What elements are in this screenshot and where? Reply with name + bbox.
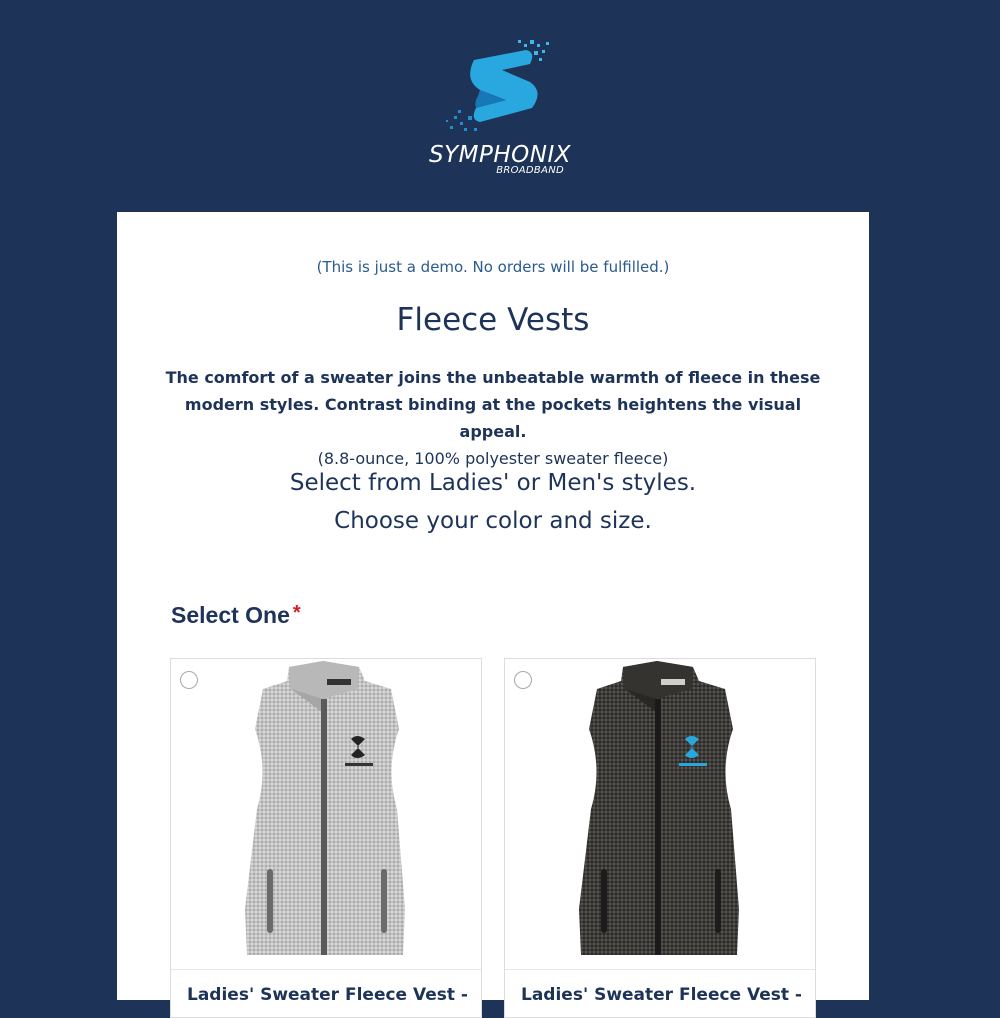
form-card xyxy=(117,212,869,1005)
logo-mark-icon xyxy=(444,36,556,136)
brand-subtitle: BROADBAND xyxy=(496,165,564,176)
option-caption: Ladies' Sweater Fleece Vest - xyxy=(521,985,802,1005)
option-radio[interactable] xyxy=(180,671,198,689)
description-text: The comfort of a sweater joins the unbeatable warmth of fleece in these modern styles. Contrast binding at the pockets heightens the visual appeal. xyxy=(165,368,821,441)
required-marker: * xyxy=(292,602,301,624)
page-header xyxy=(0,0,1000,212)
select-one-label xyxy=(171,602,301,629)
material-note: (8.8-ounce, 100% polyester sweater fleece) xyxy=(317,449,669,468)
instruction-line-1: Select from Ladies' or Men's styles. xyxy=(289,470,697,496)
instructions xyxy=(117,464,869,540)
option-card-ladies-black[interactable] xyxy=(504,658,816,1018)
vest-image-grey-heather xyxy=(227,659,427,969)
instruction-line-2: Choose your color and size. xyxy=(334,508,652,534)
demo-notice: (This is just a demo. No orders will be fulfilled.) xyxy=(316,258,670,276)
brand-name: SYMPHONIX xyxy=(428,142,571,168)
option-caption: Ladies' Sweater Fleece Vest - xyxy=(187,985,468,1005)
symphonix-logo xyxy=(420,36,580,186)
caption-divider xyxy=(171,969,481,970)
option-card-ladies-grey[interactable] xyxy=(170,658,482,1018)
caption-divider xyxy=(505,969,815,970)
option-radio[interactable] xyxy=(514,671,532,689)
vest-image-black-heather xyxy=(561,659,761,969)
select-label-text: Select One xyxy=(171,602,290,628)
page-title: Fleece Vests xyxy=(396,302,590,338)
product-description xyxy=(157,364,829,472)
